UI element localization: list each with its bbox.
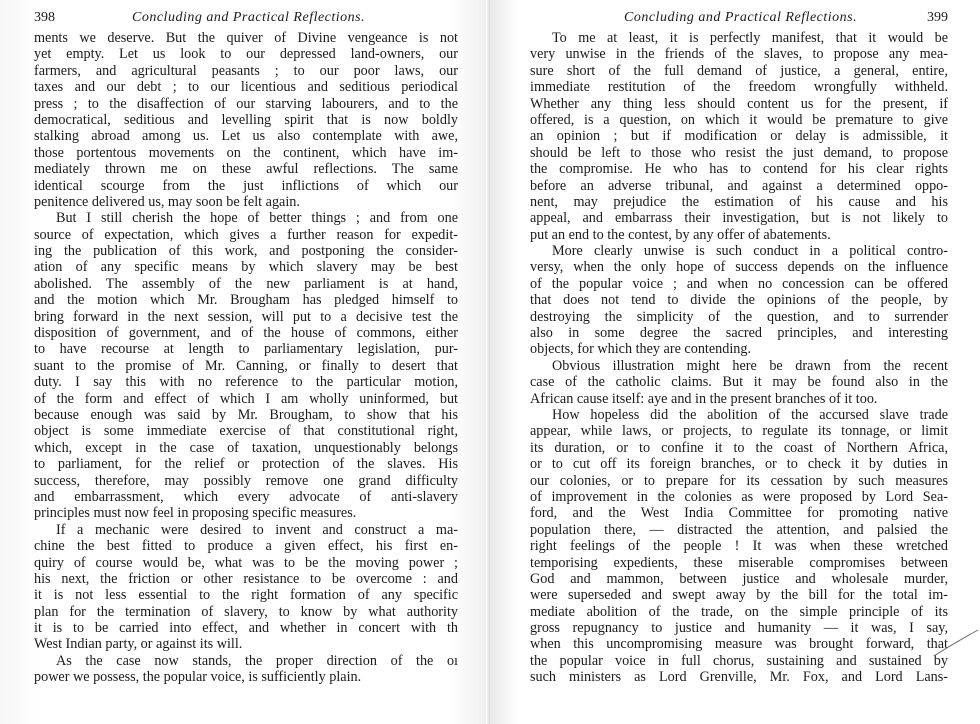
text-line: the popular voice in full chorus, sustaining and sustained by <box>530 652 948 669</box>
text-line: destroying the simplicity of the question, and to surrender <box>530 308 948 325</box>
text-line: population there, — distracted the attention, and palsied the <box>530 521 948 538</box>
text-line: farmers, and agricultural peasants ; to our poor laws, our <box>34 62 458 79</box>
text-line: it is to be carried into effect, and whether in concert with th <box>34 620 458 637</box>
paragraph-start: Obvious illustration might here be drawn from the recent <box>552 357 948 374</box>
right-page-number: 399 <box>927 10 948 25</box>
text-line: were superseded and swept away by the bill for the total im- <box>530 587 948 604</box>
text-line: democratical, seditious and levelling spirit that is now boldly <box>34 111 458 128</box>
text-line: when this uncompromising measure was brought forward, that <box>530 636 948 653</box>
text-line: such ministers as Lord Grenville, Mr. Fox, and Lord Lans- <box>530 669 948 686</box>
text-line: and embarrassment, which every advocate of anti-slavery <box>34 488 458 505</box>
text-line: his next, the friction or other resistance to be overcome : and <box>34 570 458 587</box>
text-line: versy, when the only hope of success depends on the influence <box>530 259 948 276</box>
right-running-head: Concluding and Practical Reflections. <box>624 10 858 25</box>
text-line: bring forward in the next session, will put to a decisive test the <box>34 308 458 325</box>
text-line: penitence delivered us, may soon be felt again. <box>34 193 300 210</box>
text-line: press ; to the disaffection of our starving labourers, and to the <box>34 95 458 112</box>
text-line: success, therefore, may possibly remove one grand difficulty <box>34 472 458 489</box>
text-line: suant to the promise of Mr. Canning, or finally to desert that <box>34 357 458 374</box>
text-line: of the popular voice ; and when no concession can be offered <box>530 275 948 292</box>
left-running-head: Concluding and Practical Reflections. <box>132 10 366 25</box>
paragraph-start: If a mechanic were desired to invent and construct a ma- <box>56 521 458 538</box>
pencil-mark-icon <box>932 628 980 658</box>
text-line: offered, is a question, on which it would be premature to give <box>530 111 948 128</box>
text-line: because enough was said by Mr. Brougham, to show that his <box>34 406 458 423</box>
left-page-text <box>34 30 458 686</box>
left-page-header <box>34 8 458 28</box>
text-line: to parliament, for the relief or protection of the slaves. His <box>34 456 458 473</box>
text-line: African cause itself: aye and in the present branches of it too. <box>530 390 878 407</box>
text-line: objects, for which they are contending. <box>530 341 752 358</box>
text-line: our colonies, or to prepare for its cessation by such measures <box>530 472 948 489</box>
text-line: and the motion which Mr. Brougham has pledged himself to <box>34 292 458 309</box>
text-line: temporising expedients, these miserable compromises between <box>530 554 948 571</box>
right-page-header <box>530 8 948 28</box>
text-line: its duration, or to confine it to the coast of Northern Africa, <box>530 439 948 456</box>
text-line: before an adverse tribunal, and against a determined oppo- <box>530 177 948 194</box>
text-line: gross repugnancy to justice and humanity — it was, I say, <box>530 620 948 637</box>
text-line: object is some immediate exercise of that constitutional right, <box>34 423 458 440</box>
text-line: mediate abolition of the trade, on the simple principle of its <box>530 603 948 620</box>
paragraph-start: How hopeless did the abolition of the accursed slave trade <box>552 406 948 423</box>
text-line: should be left to those who resist the just demand, to propose <box>530 144 948 161</box>
text-line: also in some degree the sacred principles, and interesting <box>530 325 948 342</box>
text-line: identical scourge from the just inflictions of which our <box>34 177 458 194</box>
text-line: appear, while laws, or projects, to regulate its tonnage, or limit <box>530 423 948 440</box>
right-page-text <box>530 30 948 686</box>
text-line: appeal, and embarrass their investigation, but is not likely to <box>530 210 948 227</box>
text-line: abolished. The assembly of the new parliament is at hand, <box>34 275 458 292</box>
text-line: ing the publication of this work, and postponing the consider- <box>34 243 458 260</box>
left-page-number: 398 <box>34 10 55 25</box>
text-line: yet empty. Let us look to our depressed land-owners, our <box>34 46 458 63</box>
text-line: immediate restitution of the freedom wrongfully withheld. <box>530 79 948 96</box>
text-line: it is not less essential to the right formation of any specific <box>34 587 458 604</box>
text-line: sure short of the full demand of justice, a general, entire, <box>530 62 948 79</box>
text-line: right feelings of the people ! It was when these wretched <box>530 538 948 555</box>
right-page <box>490 0 980 724</box>
text-line: chine the best fitted to produce a given effect, his first en- <box>34 538 458 555</box>
text-line: duty. I say this with no reference to the particular motion, <box>34 374 458 391</box>
text-line: ments we deserve. But the quiver of Divine vengeance is not <box>34 30 458 46</box>
text-line: the compromise. He who has to contend for his clear rights <box>530 161 948 178</box>
text-line: ation of any specific means by which slavery may be best <box>34 259 458 276</box>
text-line: ford, and the West India Committee for promoting native <box>530 505 948 522</box>
text-line: quiry of course would be, what was to be the moving power ; <box>34 554 458 571</box>
text-line: nent, may prejudice the estimation of his cause and his <box>530 193 948 210</box>
text-line: of improvement in the colonies as were proposed by Lord Sea- <box>530 488 948 505</box>
text-line: source of expectation, which gives a further reason for expedit- <box>34 226 458 243</box>
text-line: put an end to the contest, by any offer of abatements. <box>530 226 831 243</box>
text-line: very unwise in the friends of the slaves, to propose any mea- <box>530 46 948 63</box>
text-line: stalking abroad among us. Let us also contemplate with awe, <box>34 128 458 145</box>
paragraph-start: To me at least, it is perfectly manifest, that it would be <box>552 30 948 46</box>
text-line: of the form and effect of which I am wholly uninformed, but <box>34 390 458 407</box>
text-line: West Indian party, or against its will. <box>34 636 243 653</box>
text-line: which, except in the case of taxation, unquestionably belongs <box>34 439 458 456</box>
text-line: case of the catholic claims. But it may be found also in the <box>530 374 948 391</box>
text-line: plan for the termination of slavery, to know by what authority <box>34 603 458 620</box>
text-line: to have recourse at length to parliamentary legislation, pur- <box>34 341 458 358</box>
text-line: God and mammon, between justice and wholesale murder, <box>530 570 948 587</box>
text-line: an opinion ; but if modification or delay is admissible, it <box>530 128 948 145</box>
paragraph-start: But I still cherish the hope of better things ; and from one <box>56 210 458 227</box>
text-line: those portentous movements on the continent, which have im- <box>34 144 458 161</box>
paragraph-start: More clearly unwise is such conduct in a political contro- <box>552 243 948 260</box>
text-line: disposition of government, and of the house of commons, either <box>34 325 458 342</box>
text-line: or to cut off its foreign branches, or to check it by duties in <box>530 456 948 473</box>
text-line: mediately thrown me on these awful reflections. The same <box>34 161 458 178</box>
text-line: power we possess, the popular voice, is sufficiently plain. <box>34 669 362 686</box>
paragraph-start: As the case now stands, the proper direction of the oı <box>56 652 458 669</box>
text-line: Whether any thing less should content us for the present, if <box>530 95 948 112</box>
text-line: principles must now feel in proposing specific measures. <box>34 505 357 522</box>
text-line: that does not tend to divide the opinions of the people, by <box>530 292 948 309</box>
text-line: taxes and our debt ; to our licentious and seditious periodical <box>34 79 458 96</box>
